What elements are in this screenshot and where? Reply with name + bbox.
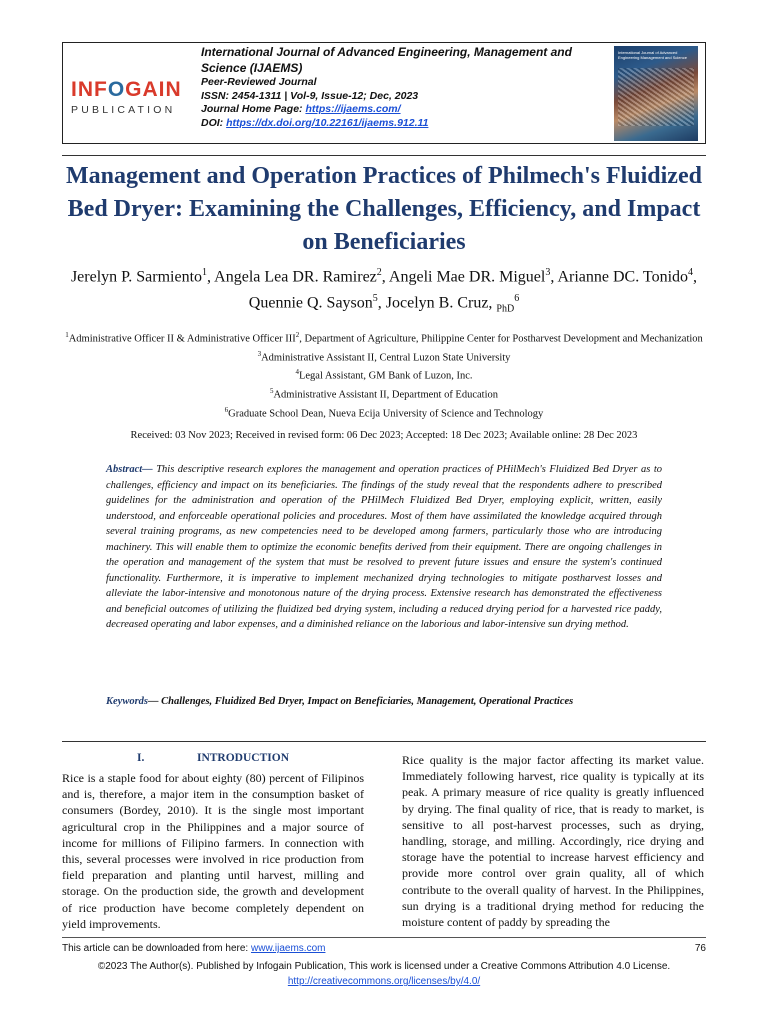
cover-artwork <box>618 68 694 126</box>
home-page-link[interactable]: https://ijaems.com/ <box>305 103 401 115</box>
abstract <box>106 462 662 633</box>
page-number: 76 <box>694 943 706 954</box>
author-affiliation-mark: 1 <box>202 267 208 278</box>
doi-label: DOI: <box>201 116 227 129</box>
license-text: ©2023 The Author(s). Published by Infogain Publication, This work is licensed under a Creative Commons Attribution 4.0 License. <box>97 961 671 972</box>
journal-title: International Journal of Advanced Engineering, Management and Science (IJAEMS) <box>201 45 572 75</box>
download-text: This article can be downloaded from here: <box>62 943 251 954</box>
paper-title: Management and Operation Practices of Philmech's Fluidized Bed Dryer: Examining the Challenges, Efficiency, and Impact on Beneficiaries <box>66 163 702 255</box>
doi-line <box>201 117 611 131</box>
author-affiliation-mark: 6 <box>514 293 520 305</box>
logo-word-part-1: INF <box>71 78 108 101</box>
section-heading-introduction <box>62 752 364 764</box>
download-note <box>62 943 325 954</box>
abstract-text: This descriptive research explores the management and operation practices of PHilMech's Fluidized Bed Dryer as to challenges, efficiency and impact on its beneficiaries. The findings of the study reveal that the respondents adhere to prescribed guidelines for the administration and operation of the PHilMech Fluidized Bed Dryer, employing explicit, written, easily understood, and enforceable operational policies and procedures. Most of them have assimilated the knowledge acquired through several training programs, as new competencies need to be developed among farmers, particularly those who are introducing machinery. This will enable them to optimize the economic benefits derived from their equipment. There are ongoing challenges in the operation and management of the system that must be resolved to prevent future issues and ensure the system's continued functionality. Furthermore, it is imperative to implement mechanized drying technologies to mitigate postharvest losses and alleviate the labor-intensive and monotonous nature of the drying process. Extensive research has demonstrated the effectiveness and beneficial outcomes of utilizing the fluidized bed drying system, including a reduced drying period for a harvested rice paddy, decreased operating and labor expenses, and a diminished reliance on the laborious and labor-intensive sun drying method. <box>106 464 662 630</box>
section-number: I. <box>136 752 145 764</box>
author-name: Quennie Q. Sayson <box>248 294 373 312</box>
home-page-line <box>201 103 611 117</box>
logo-subtitle: PUBLICATION <box>71 104 176 116</box>
keywords-text: Challenges, Fluidized Bed Dryer, Impact on Beneficiaries, Management, Operational Practices <box>161 696 574 707</box>
author-name: Angeli Mae DR. Miguel <box>388 268 546 286</box>
header-divider <box>62 155 706 156</box>
cover-title-text: International Journal of Advanced Engineering Management and Science <box>618 50 687 60</box>
issn-line: ISSN: 2454-1311 | Vol-9, Issue-12; Dec, 2023 <box>201 89 419 102</box>
body-divider <box>62 741 706 742</box>
license-note <box>62 959 706 989</box>
affiliation-line: $^1$Administrative Officer II & Administrative Officer III$^2$, Department of Agriculture, Philippine Center for Postharvest Development and Mechanization <box>65 331 703 345</box>
keywords <box>106 694 662 710</box>
section-title: INTRODUCTION <box>196 752 289 764</box>
affiliation-line: $^6$Graduate School Dean, Nueva Ecija University of Science and Technology <box>224 405 544 420</box>
submission-dates: Received: 03 Nov 2023; Received in revised form: 06 Dec 2023; Accepted: 18 Dec 2023; Available online: 28 Dec 2023 <box>130 430 638 441</box>
abstract-label: Abstract <box>106 464 143 475</box>
abstract-dash: — <box>142 464 157 475</box>
journal-cover-image <box>614 46 698 141</box>
logo-word-part-2: O <box>107 78 126 101</box>
author-name: Arianne DC. Tonido <box>557 268 689 286</box>
affiliations <box>62 328 706 422</box>
home-page-label: Journal Home Page: <box>201 103 306 115</box>
affiliation-line: $^5$Administrative Assistant II, Department of Education <box>269 387 499 401</box>
author-list: Jerelyn P. Sarmiento$^1$, Angela Lea DR. Ramirez$^2$, Angeli Mae DR. Miguel$^3$, Arianne DC. Tonido$^4$, Quennie Q. Sayson$^5$, Jocelyn B. Cruz, $_{PhD}^6$ <box>70 267 698 315</box>
author-degree: PhD <box>496 303 515 315</box>
author-affiliation-mark: 5 <box>372 293 378 305</box>
journal-info <box>201 45 611 130</box>
author-affiliation-mark: 2 <box>376 267 382 278</box>
author-name: Jerelyn P. Sarmiento <box>70 268 203 286</box>
affiliation-line: $^4$Legal Assistant, GM Bank of Luzon, Inc. <box>295 368 473 382</box>
journal-header <box>62 42 706 144</box>
affiliation-line: $^3$Administrative Assistant II, Central Luzon State University <box>257 349 511 364</box>
logo-wordmark <box>71 79 187 101</box>
intro-right-column: Rice quality is the major factor affecting its market value. Immediately following harvest, rice quality is typically at its peak. A primary measure of rice quality is greatly influenced by drying. The final quality of rice, that is ready to market, is sensitive to all post-harvest processes, such as drying, handling, storage, and milling. Accordingly, rice drying and storage have the potential to increase harvest efficiency and provide more control over grain quality, all of which contribute to the overall quality of harvest. In the Philippines, sun drying is a traditional drying method for reducing the moisture content of paddy by spreading the <box>402 753 704 930</box>
footer-divider <box>62 937 706 938</box>
peer-reviewed-label: Peer-Reviewed Journal <box>201 76 317 88</box>
logo-word-part-3: GAIN <box>125 78 182 101</box>
author-name: Jocelyn B. Cruz, <box>385 294 497 312</box>
doi-link[interactable]: https://dx.doi.org/10.22161/ijaems.912.11 <box>226 116 429 129</box>
infogain-logo <box>71 79 187 123</box>
license-link[interactable]: http://creativecommons.org/licenses/by/4.0/ <box>287 976 481 987</box>
download-link[interactable]: www.ijaems.com <box>251 943 326 954</box>
intro-left-column: Rice is a staple food for about eighty (80) percent of Filipinos and is, therefore, a major item in the consumption basket of consumers (Bordey, 2010). It is the single most important agricultural crop in the Philippines and a major source of income for millions of Filipino farmers. In connection with this, several processes were involved in rice production from field preparation and planting until harvest, milling and storage. On the production side, the growth and development of rice production have become completely dependent on yield improvements. <box>62 771 364 931</box>
author-affiliation-mark: 4 <box>688 267 694 278</box>
author-affiliation-mark: 3 <box>545 267 551 278</box>
keywords-label: Keywords <box>106 696 148 707</box>
author-name: Angela Lea DR. Ramirez <box>214 268 377 286</box>
keywords-dash: — <box>148 696 162 707</box>
